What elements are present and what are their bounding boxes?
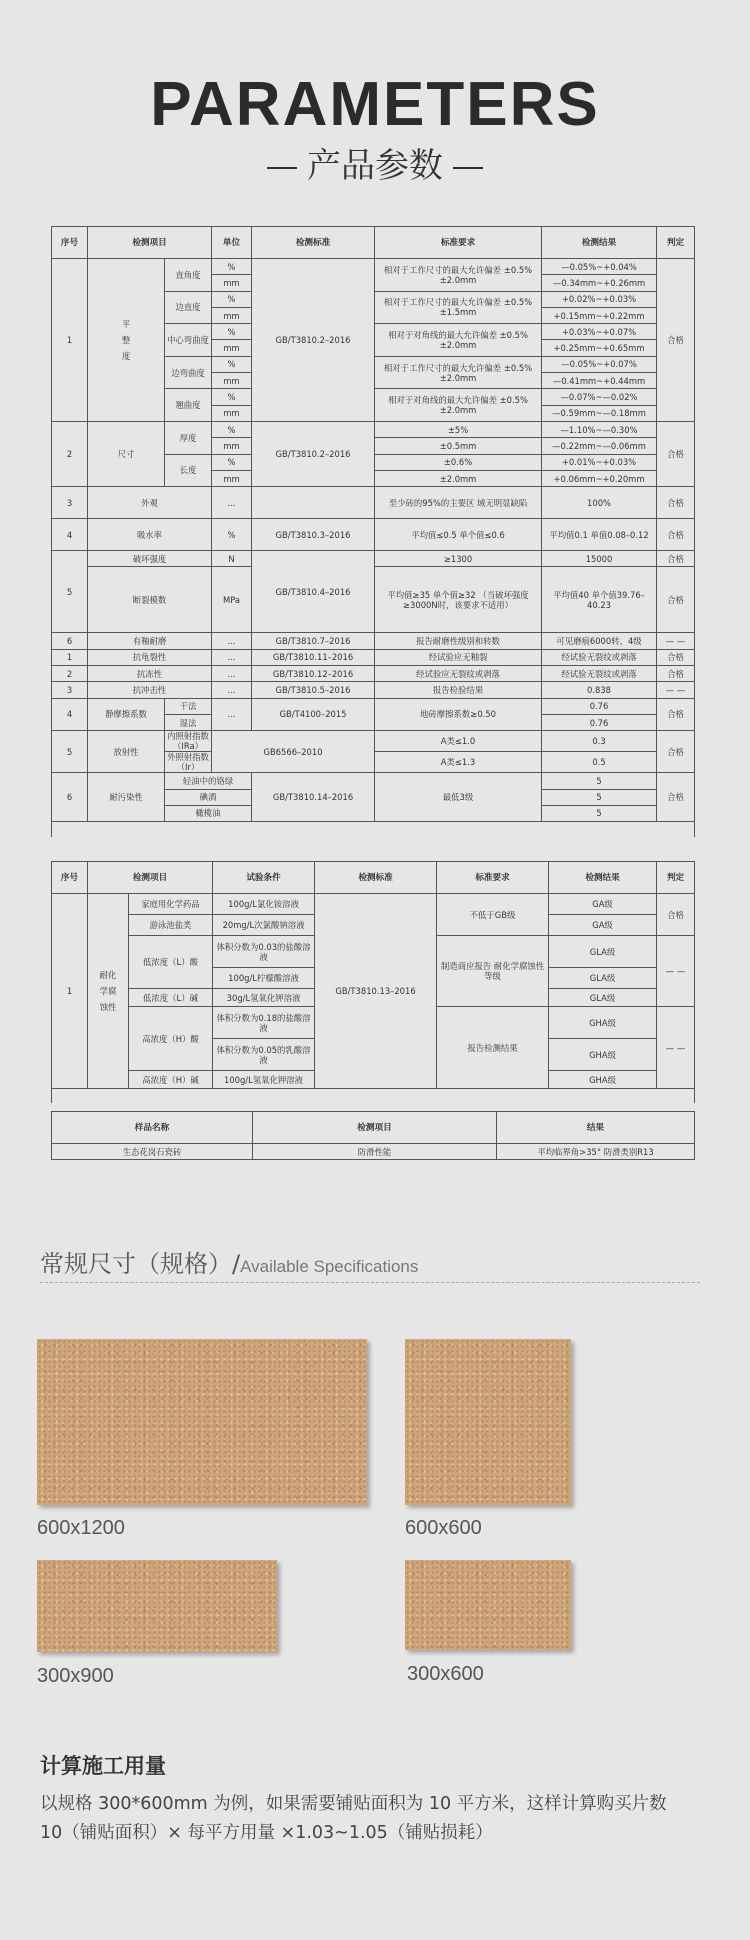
- cell-result: —0.05%~+0.04%: [542, 259, 657, 275]
- table-header-row: [52, 227, 695, 259]
- cell-sample: 生态花岗石瓷砖: [52, 1144, 253, 1160]
- calc-body: [40, 1790, 680, 1848]
- cell-result: 15000: [542, 551, 657, 567]
- specs-title-en: Available Specifications: [240, 1257, 419, 1276]
- cell-result: 平均值0.1 单值0.08–0.12: [542, 519, 657, 551]
- cell-unit: mm: [212, 307, 252, 323]
- cell-requirement: 经试验应无釉裂: [375, 649, 542, 665]
- cell-standard: GB6566–2010: [212, 731, 375, 773]
- cell-result: GA级: [549, 915, 657, 936]
- tile-image-600x600: [405, 1339, 571, 1505]
- divider: [40, 1282, 700, 1283]
- cell-condition: 体积分数为0.05的乳酸溶液: [213, 1039, 315, 1071]
- cell-requirement: ±0.5mm: [375, 438, 542, 454]
- cell-result: —0.07%~—0.02%: [542, 389, 657, 405]
- col-unit: 单位: [212, 227, 252, 259]
- cell-result: GLA级: [549, 989, 657, 1007]
- cell-item: 抗冻性: [88, 666, 212, 682]
- cell-no: 1: [52, 259, 88, 422]
- cell-requirement: 平均值≤0.5 单个值≤0.6: [375, 519, 542, 551]
- cell-unit: mm: [212, 340, 252, 356]
- cell-result: GA级: [549, 894, 657, 915]
- cell-standard: GB/T3810.12–2016: [252, 666, 375, 682]
- cell-result: +0.02%~+0.03%: [542, 291, 657, 307]
- cell-requirement: 最低3级: [375, 773, 542, 822]
- cell-no: 3: [52, 487, 88, 519]
- cell-unit: mm: [212, 405, 252, 421]
- cell-item: 干法: [165, 698, 212, 714]
- cell-unit: %: [212, 519, 252, 551]
- cell-requirement: 相对于工作尺寸的最大允许偏差 ±0.5% ±1.5mm: [375, 291, 542, 324]
- cell-standard: GB/T4100–2015: [252, 698, 375, 731]
- cell-unit: MPa: [212, 567, 252, 633]
- cell-verdict: 合格: [657, 551, 695, 567]
- col-item: 检测项目: [88, 862, 213, 894]
- subtitle-text: 产品参数: [307, 146, 443, 186]
- col-item: 检测项目: [88, 227, 212, 259]
- cell-no: 3: [52, 682, 88, 698]
- cell-result: GLA级: [549, 968, 657, 989]
- cell-item: 橄榄油: [165, 805, 252, 821]
- cell-item: 低浓度（L）酸: [129, 936, 213, 989]
- cell-unit: %: [212, 389, 252, 405]
- cell-item: 边直度: [165, 291, 212, 324]
- cell-result: 0.76: [542, 714, 657, 730]
- cell-requirement: A类≤1.3: [375, 752, 542, 773]
- cell-item: 长度: [165, 454, 212, 487]
- cell-item: 防滑性能: [253, 1144, 497, 1160]
- cell-unit: %: [212, 454, 252, 470]
- cell-unit: N: [212, 551, 252, 567]
- calc-line-1: 以规格 300*600mm 为例，如果需要铺贴面积为 10 平方米，这样计算购买片数: [40, 1794, 667, 1814]
- cell-verdict: 合格: [657, 487, 695, 519]
- cell-requirement: 报告耐磨性级别和转数: [375, 633, 542, 649]
- cell-standard: GB/T3810.11–2016: [252, 649, 375, 665]
- cell-item: 有釉耐磨: [88, 633, 212, 649]
- cell-result: —0.59mm~—0.18mm: [542, 405, 657, 421]
- dash-right: [453, 167, 483, 169]
- cell-unit: %: [212, 421, 252, 437]
- cell-requirement: 不低于GB级: [437, 894, 549, 936]
- cell-no: 6: [52, 633, 88, 649]
- cell-result: —1.10%~—0.30%: [542, 421, 657, 437]
- cell-verdict: 合格: [657, 731, 695, 773]
- col-result: 结果: [497, 1112, 695, 1144]
- cell-no: 2: [52, 666, 88, 682]
- cell-requirement: ±0.6%: [375, 454, 542, 470]
- cell-verdict: — —: [657, 936, 695, 1007]
- cell-result: 0.5: [542, 752, 657, 773]
- cell-requirement: 平均值≥35 单个值≥32 （当破坏强度≥3000N时，该要求不适用）: [375, 567, 542, 633]
- cell-item: 游泳池盐类: [129, 915, 213, 936]
- cell-requirement: 制造商应报告 耐化学腐蚀性 等级: [437, 936, 549, 1007]
- cell-condition: 体积分数为0.18的盐酸溶液: [213, 1007, 315, 1039]
- cell-item: 内照射指数（IRa）: [165, 731, 212, 752]
- cell-result: —0.41mm~+0.44mm: [542, 373, 657, 389]
- cell-unit: %: [212, 259, 252, 275]
- cell-no: 1: [52, 649, 88, 665]
- cell-standard: GB/T3810.3–2016: [252, 519, 375, 551]
- cell-result: 平均值40 单个值39.76–40.23: [542, 567, 657, 633]
- cell-requirement: 相对于工作尺寸的最大允许偏差 ±0.5% ±2.0mm: [375, 356, 542, 389]
- col-standard: 检测标准: [315, 862, 437, 894]
- cell-standard: GB/T3810.4–2016: [252, 551, 375, 633]
- cell-no: 2: [52, 421, 88, 486]
- cell-condition: 体积分数为0.03的盐酸溶液: [213, 936, 315, 968]
- cell-group: 耐化学腐蚀性: [88, 894, 129, 1089]
- cell-item: 翘曲度: [165, 389, 212, 422]
- specs-title: [40, 1244, 418, 1279]
- cell-standard: GB/T3810.13–2016: [315, 894, 437, 1089]
- cell-result: 0.76: [542, 698, 657, 714]
- cell-verdict: — —: [657, 682, 695, 698]
- cell-condition: 20mg/L次氯酸钠溶液: [213, 915, 315, 936]
- cell-unit: ...: [212, 649, 252, 665]
- cell-unit: mm: [212, 275, 252, 291]
- cell-no: 5: [52, 731, 88, 773]
- col-sample: 样品名称: [52, 1112, 253, 1144]
- cell-verdict: 合格: [657, 649, 695, 665]
- cell-condition: 100g/L氢氧化钾溶液: [213, 1071, 315, 1089]
- cell-condition: 100g/L柠檬酸溶液: [213, 968, 315, 989]
- cell-group: 静摩擦系数: [88, 698, 165, 731]
- parameters-table: [51, 226, 695, 837]
- cell-standard: GB/T3810.7–2016: [252, 633, 375, 649]
- col-verdict: 判定: [657, 227, 695, 259]
- cell-result: +0.03%~+0.07%: [542, 324, 657, 340]
- cell-condition: 100g/L氯化铵溶液: [213, 894, 315, 915]
- cell-result: 5: [542, 789, 657, 805]
- cell-result: —0.22mm~—0.06mm: [542, 438, 657, 454]
- cell-requirement: 相对于对角线的最大允许偏差 ±0.5% ±2.0mm: [375, 389, 542, 422]
- cell-verdict: 合格: [657, 421, 695, 486]
- cell-result: 5: [542, 805, 657, 821]
- cell-requirement: 报告检测结果: [437, 1007, 549, 1089]
- cell-unit: mm: [212, 470, 252, 486]
- calc-title: 计算施工用量: [40, 1754, 166, 1778]
- tile-image-600x1200: [37, 1339, 367, 1505]
- col-condition: 试验条件: [213, 862, 315, 894]
- cell-verdict: 合格: [657, 567, 695, 633]
- size-label: 300x900: [37, 1665, 114, 1687]
- table-header-row: [52, 862, 695, 894]
- cell-item: 家庭用化学药品: [129, 894, 213, 915]
- cell-no: 1: [52, 894, 88, 1089]
- tile-image-300x600: [405, 1560, 571, 1650]
- calc-line-2: 10（铺贴面积）× 每平方用量 ×1.03~1.05（铺贴损耗）: [40, 1823, 493, 1843]
- cell-group: 放射性: [88, 731, 165, 773]
- cell-result: GLA级: [549, 936, 657, 968]
- cell-result: 100%: [542, 487, 657, 519]
- cell-result: +0.15mm~+0.22mm: [542, 307, 657, 323]
- cell-item: 中心弯曲度: [165, 324, 212, 357]
- cell-item: 湿法: [165, 714, 212, 730]
- size-label: 600x600: [405, 1517, 482, 1539]
- cell-requirement: ±5%: [375, 421, 542, 437]
- cell-no: 5: [52, 551, 88, 633]
- dash-left: [267, 167, 297, 169]
- cell-unit: %: [212, 324, 252, 340]
- cell-unit: ...: [212, 682, 252, 698]
- col-no: 序号: [52, 862, 88, 894]
- cell-requirement: 地砖摩擦系数≥0.50: [375, 698, 542, 731]
- cell-requirement: 相对于对角线的最大允许偏差 ±0.5% ±2.0mm: [375, 324, 542, 357]
- cell-item: 断裂模数: [88, 567, 212, 633]
- cell-item: 抗冲击性: [88, 682, 212, 698]
- cell-item: 外照射指数（Ir）: [165, 752, 212, 773]
- cell-group: 耐污染性: [88, 773, 165, 822]
- cell-item: 碘酒: [165, 789, 252, 805]
- cell-result: +0.01%~+0.03%: [542, 454, 657, 470]
- page-title: PARAMETERS: [150, 70, 600, 139]
- cell-requirement: 至少砖的95%的主要区 域无明显缺陷: [375, 487, 542, 519]
- cell-verdict: — —: [657, 633, 695, 649]
- cell-requirement: ≥1300: [375, 551, 542, 567]
- cell-result: 经试验无裂纹或剥落: [542, 649, 657, 665]
- cell-unit: %: [212, 291, 252, 307]
- specs-title-cn: 常规尺寸（规格）/: [40, 1250, 241, 1278]
- col-item: 检测项目: [253, 1112, 497, 1144]
- cell-condition: 30g/L氢氧化钾溶液: [213, 989, 315, 1007]
- cell-item: 高浓度（H）碱: [129, 1071, 213, 1089]
- cell-item: 边弯曲度: [165, 356, 212, 389]
- cell-result: 可见磨痕6000转，4级: [542, 633, 657, 649]
- cell-result: 0.838: [542, 682, 657, 698]
- size-label: 300x600: [407, 1663, 484, 1685]
- cell-unit: mm: [212, 373, 252, 389]
- cell-requirement: 经试验应无裂纹或剥落: [375, 666, 542, 682]
- cell-verdict: — —: [657, 1007, 695, 1089]
- cell-result: 0.3: [542, 731, 657, 752]
- cell-unit: mm: [212, 438, 252, 454]
- cell-requirement: 相对于工作尺寸的最大允许偏差 ±0.5% ±2.0mm: [375, 259, 542, 292]
- cell-result: 5: [542, 773, 657, 789]
- slip-resistance-table: [51, 1111, 695, 1160]
- cell-standard: [252, 487, 375, 519]
- cell-standard: GB/T3810.14–2016: [252, 773, 375, 822]
- col-no: 序号: [52, 227, 88, 259]
- cell-verdict: 合格: [657, 259, 695, 422]
- cell-result: —0.05%~+0.07%: [542, 356, 657, 372]
- cell-result: 经试验无裂纹或剥落: [542, 666, 657, 682]
- cell-item: 破坏强度: [88, 551, 212, 567]
- header: [0, 70, 750, 188]
- cell-item: 厚度: [165, 421, 212, 454]
- table-spacer: [52, 1089, 695, 1103]
- chemical-resistance-table: [51, 861, 695, 1103]
- col-result: 检测结果: [549, 862, 657, 894]
- cell-group: 尺寸: [88, 421, 165, 486]
- cell-verdict: 合格: [657, 666, 695, 682]
- cell-unit: %: [212, 356, 252, 372]
- cell-unit: ...: [212, 666, 252, 682]
- col-result: 检测结果: [542, 227, 657, 259]
- cell-verdict: 合格: [657, 519, 695, 551]
- cell-no: 4: [52, 698, 88, 731]
- cell-verdict: 合格: [657, 894, 695, 936]
- cell-verdict: 合格: [657, 773, 695, 822]
- cell-no: 4: [52, 519, 88, 551]
- cell-result: 平均临界角>35° 防滑类别R13: [497, 1144, 695, 1160]
- cell-result: +0.25mm~+0.65mm: [542, 340, 657, 356]
- cell-result: —0.34mm~+0.26mm: [542, 275, 657, 291]
- cell-verdict: 合格: [657, 698, 695, 731]
- cell-group: 平整度: [88, 259, 165, 422]
- cell-requirement: 报告检验结果: [375, 682, 542, 698]
- cell-item: 低浓度（L）碱: [129, 989, 213, 1007]
- cell-item: 吸水率: [88, 519, 212, 551]
- cell-standard: GB/T3810.5–2016: [252, 682, 375, 698]
- cell-requirement: A类≤1.0: [375, 731, 542, 752]
- col-requirement: 标准要求: [437, 862, 549, 894]
- col-standard: 检测标准: [252, 227, 375, 259]
- cell-result: GHA级: [549, 1071, 657, 1089]
- cell-item: 直角度: [165, 259, 212, 292]
- cell-standard: GB/T3810.2–2016: [252, 421, 375, 486]
- cell-no: 6: [52, 773, 88, 822]
- cell-unit: ...: [212, 487, 252, 519]
- tile-image-300x900: [37, 1560, 277, 1652]
- col-requirement: 标准要求: [375, 227, 542, 259]
- cell-item: 高浓度（H）酸: [129, 1007, 213, 1071]
- cell-result: GHA级: [549, 1039, 657, 1071]
- cell-unit: ...: [212, 698, 252, 731]
- cell-item: 抗龟裂性: [88, 649, 212, 665]
- cell-standard: GB/T3810.2–2016: [252, 259, 375, 422]
- table-spacer: [52, 822, 695, 838]
- size-label: 600x1200: [37, 1517, 125, 1539]
- cell-requirement: ±2.0mm: [375, 470, 542, 486]
- col-verdict: 判定: [657, 862, 695, 894]
- cell-result: +0.06mm~+0.20mm: [542, 470, 657, 486]
- cell-result: GHA级: [549, 1007, 657, 1039]
- cell-unit: ...: [212, 633, 252, 649]
- page-subtitle: [0, 144, 750, 188]
- cell-item: 外观: [88, 487, 212, 519]
- cell-item: 轻油中的铬绿: [165, 773, 252, 789]
